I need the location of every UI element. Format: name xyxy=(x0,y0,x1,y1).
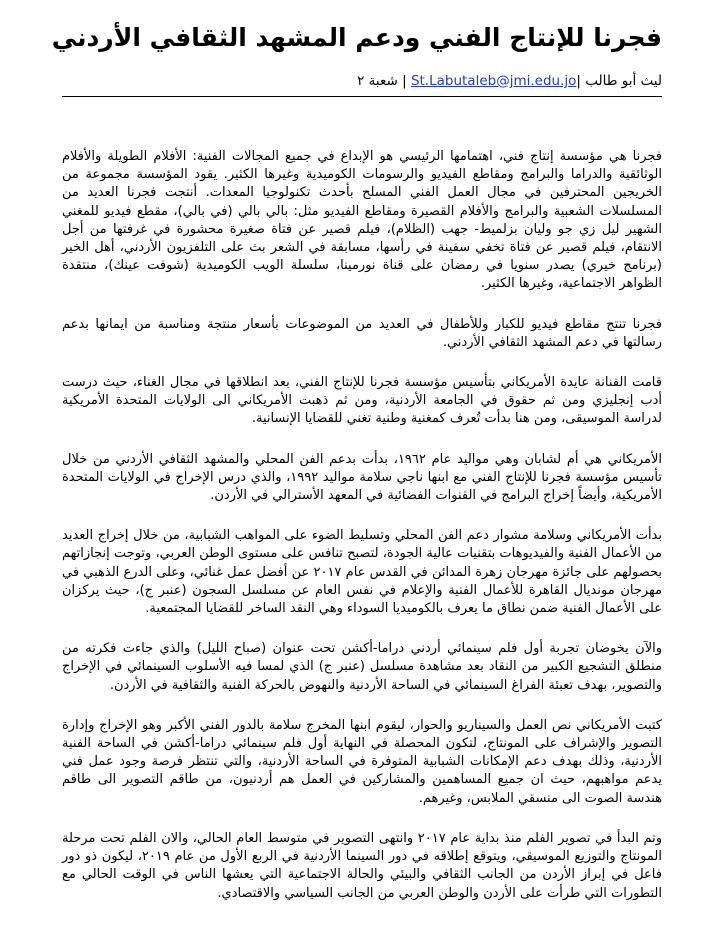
paragraph: كتبت الأمريكاني نص العمل والسيناريو والحوار، ليقوم ابنها المخرج سلامة بالدور الفني الأكبر وهو الإخراج وإدارة التصوير والإشراف على المونتاج، لتكون المحصلة في النهاية أول فلم سينمائي دراما-أكشن في الساحة الفنية الأردنية، وذلك بهدف دعم الإمكانات الشبابية المتوفرة في الساحة الأردنية، والتي تنتظر فرصة وجود عمل فني يدعم مواهبهم، حيث ان جميع المساهمين والمشاركين في العمل هم أردنيون، من طاقم التصوير الى طاقم هندسة الصوت الى منسقي الملابس، وغيرهم. xyxy=(62,717,662,806)
header-divider xyxy=(62,96,662,97)
paragraph: بدأت الأمريكاني وسلامة مشوار دعم الفن المحلي وتسليط الضوء على المواهب الشبابية، من خلال إخراج العديد من الأعمال الفنية والفيديوهات بتقنيات عالية الجودة، لتصبح تنافس على مستوى الوطن العربي، وتوجت إنجازاتهم بحصولهم على جائزة مهرجان زهرة المدائن في القدس عام ٢٠١٧ عن أفضل عمل غنائي، وعلى الدرع الذهبي في مهرجان مونديال القاهرة للأعمال الفنية والإعلام في نفس العام عن مسلسل السجون (عنبر ج)، حيث يركزان على الأعمال الفنية ضمن نطاق ما يعرف بالكوميديا السوداء وهي النقد الساخر للقضايا المجتمعية. xyxy=(62,528,662,617)
paragraph: فجرنا تنتج مقاطع فيديو للكبار وللأطفال في العديد من الموضوعات بأسعار منتجة ومناسبة من ايمانها بدعم رسالتها في دعم المشهد الثقافي الأردني. xyxy=(62,316,662,350)
article-body xyxy=(62,148,662,925)
paragraph: والآن يخوضان تجربة أول فلم سينمائي أردني دراما-أكشن تحت عنوان (صباح الليل) والذي جاءت فكرته من منطلق التشجيع الكبير من النقاد بعد مشاهدة مسلسل (عنبر ج) الذي لمسا فيه الأسلوب السينمائي في الإخراج والتصوير، بهدف تعبئة الفراغ السينمائي في الساحة الأردنية والنهوض بالحركة الفنية والثقافية في الأردن. xyxy=(62,641,662,693)
byline-separator: | xyxy=(576,73,581,89)
paragraph: قامت الفنانة عايدة الأمريكاني بتأسيس مؤسسة فجرنا للإنتاج الفني، بعد انطلاقها في مجال الغناء، حيث درست أدب إنجليزي ومن ثم حقوق في الجامعة الأردنية، ومن ثم ذهبت الأمريكاني الى الولايات المتحدة الأمريكية لدراسة الموسيقى، ومن هنا بدأت تُعرف كمغنية وطنية تغني للقضايا الإنسانية. xyxy=(62,375,662,427)
paragraph: فجرنا هي مؤسسة إنتاج فني، اهتمامها الرئيسي هو الإبداع في جميع المجالات الفنية: الأفلام الطويلة والأفلام الوثائقية والدراما والبرامج ومقاطع الفيديو والرسومات الكوميدية وغيرها الكثير. يقود المؤسسة مجموعة من الخريجين المحترفين في مجال العمل الفني المسلح بأحدث تكنولوجيا المعدات. أنتجت فجرنا العديد من المسلسلات الشعبية والبرامج والأفلام القصيرة ومقاطع الفيديو مثل: بالي بالي (في بالي)، مقطع فيديو للمغني الشهير ليل زي جو وليان بزلميط- جهب (الظلام)، فيلم قصير عن فتاة صغيرة محشورة في غرفتها من أجل الانتقام، فيلم قصير عن فتاة تخفي سفينة في رأسها، مسابقة في الشعر بث على التلفزيون الأردني، أهل الخير (برنامج خيري) يصدر سنويا في رمضان على قناة نورمينا، سلسلة الويب الكوميدية (شوفت عينك)، منتقدة الظواهر الاجتماعية، وغيرها الكثير. xyxy=(62,149,662,292)
author-name: ليث أبو طالب xyxy=(585,73,662,89)
article-page xyxy=(51,0,663,901)
byline xyxy=(62,72,662,90)
paragraph: وتم البدأ في تصوير الفلم منذ بداية عام ٢٠١٧ وانتهى التصوير في متوسط العام الحالي، والان الفلم تحت مرحلة المونتاج والتوزيع الموسيقي، ويتوقع إطلاقه في دور السينما الأردنية في الربع الأول من عام ٢٠١٩، ليكون ذو دور فاعل في إبراز الأردن من الجانب الثقافي والبيئي والحالة الاجتماعية التي يعشها الناس في الوقت الحالي مع التطورات التي طرأت على الأردن والوطن العربي من الجانب السياسي والاقتصادي. xyxy=(62,830,662,901)
paragraph: الأمريكاني هي أم لشابان وهي مواليد عام ١٩٦٢، بدأت بدعم الفن المحلي والمشهد الثقافي الأردني من خلال تأسيس مؤسسة فجرنا للإنتاج الفني مع ابنها ناجي سلامة مواليد ١٩٩٢، والذي درس الإخراج في الولايات المتحدة الأمريكية، وأيضاً إخراج البرامج في القنوات الفضائية في المعهد الأسترالي في الأردن. xyxy=(62,451,663,504)
article-title: فجرنا للإنتاج الفني ودعم المشهد الثقافي الأردني xyxy=(51,23,662,52)
section-label: | شعبة ٢ xyxy=(357,73,407,89)
author-email-link[interactable]: St.Labutaleb@jmi.edu.jo xyxy=(410,73,577,89)
